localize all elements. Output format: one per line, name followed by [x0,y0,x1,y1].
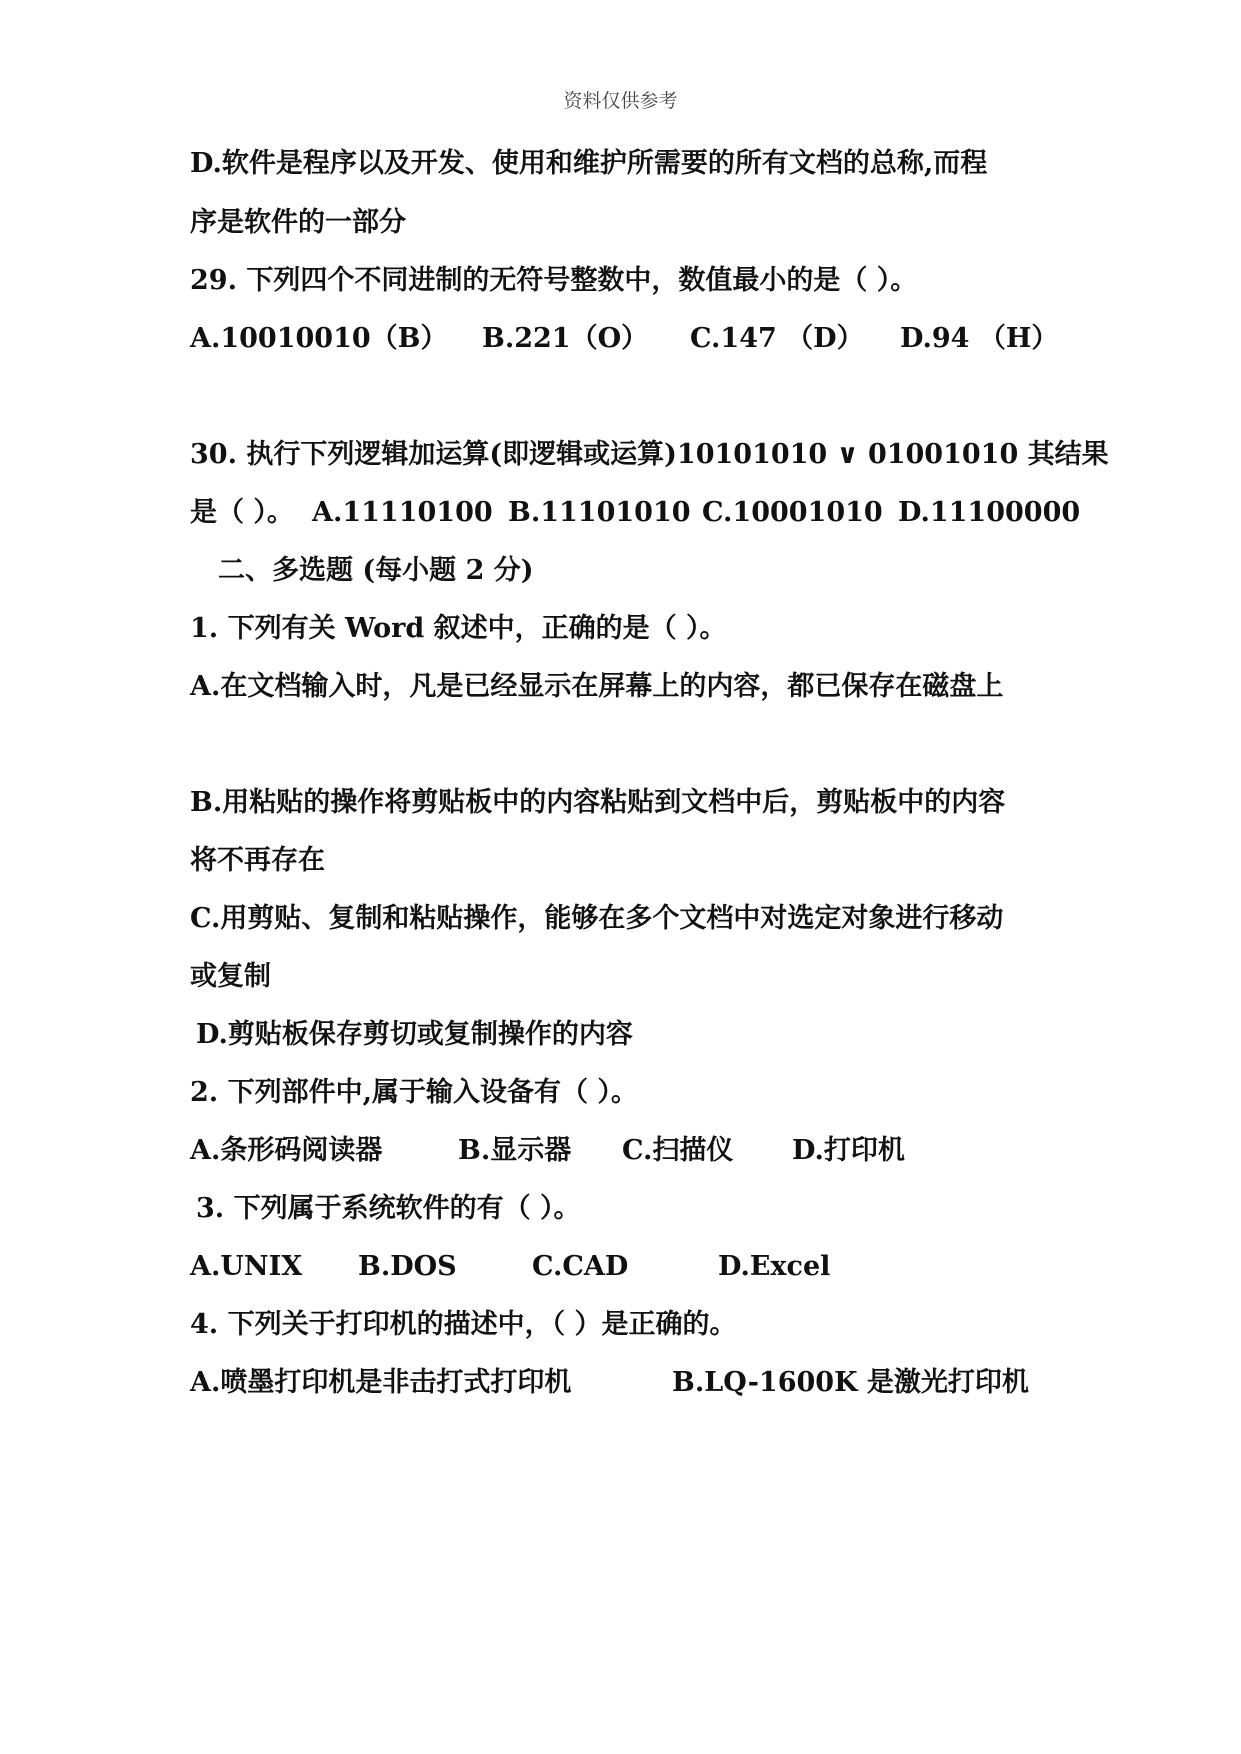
option-b: B.221（O） [482,323,649,354]
multi-question-2: 2. 下列部件中,属于输入设备有（ ）。 [190,1077,638,1108]
option-c: C.CAD [532,1251,629,1282]
question-30: 30. 执行下列逻辑加运算(即逻辑或运算)10101010 ∨ 01001010 其结果 [190,439,1109,470]
option-c: C.扫描仪 [622,1135,734,1166]
option-d: D.打印机 [792,1135,905,1166]
option-a: A.11110100 [312,497,493,528]
option-d: D.Excel [718,1251,831,1282]
multi-question-1-option-c: C.用剪贴、复制和粘贴操作，能够在多个文档中对选定对象进行移动 [190,903,1004,934]
option-b: B.显示器 [458,1135,572,1166]
option-a: A.10010010（B） [190,323,448,354]
option-c: C.147 （D） [690,323,864,354]
multi-question-3: 3. 下列属于系统软件的有（ ）。 [196,1193,581,1224]
question-29-options [190,322,1090,356]
multi-question-1-option-b: B.用粘贴的操作将剪贴板中的内容粘贴到文档中后，剪贴板中的内容 [190,787,1006,818]
option-d-text: D.软件是程序以及开发、使用和维护所需要的所有文档的总称,而程 [190,148,988,179]
page-header: 资料仅供参考 [563,90,678,112]
option-d: D.94 （H） [900,323,1059,354]
option-c: C.10001010 [702,497,883,528]
multi-question-2-options [190,1134,1090,1168]
option-b: B.DOS [358,1251,457,1282]
option-a: A.喷墨打印机是非击打式打印机 [190,1367,572,1398]
option-d: D.11100000 [898,497,1081,528]
option-d-continuation: 序是软件的一部分 [190,207,406,238]
question-30-continuation: 是（ ）。 [190,497,294,528]
option-b: B.LQ-1600K 是激光打印机 [672,1367,1029,1398]
multi-question-1-option-c-continuation: 或复制 [190,961,271,992]
multi-question-1-option-d: D.剪贴板保存剪切或复制操作的内容 [196,1019,633,1050]
multi-question-1-option-b-continuation: 将不再存在 [190,845,325,876]
section-heading: 二、多选题 (每小题 2 分) [218,555,534,586]
multi-question-1-option-a: A.在文档输入时，凡是已经显示在屏幕上的内容，都已保存在磁盘上 [190,671,1004,702]
question-29: 29. 下列四个不同进制的无符号整数中，数值最小的是（ ）。 [190,265,918,296]
question-30-options [190,496,1090,530]
option-b: B.11101010 [508,497,691,528]
multi-question-4-options [190,1366,1090,1400]
multi-question-1: 1. 下列有关 Word 叙述中，正确的是（ ）。 [190,613,727,644]
multi-question-4: 4. 下列关于打印机的描述中，（ ）是正确的。 [190,1309,737,1340]
option-a: A.条形码阅读器 [190,1135,383,1166]
multi-question-3-options [190,1250,1090,1284]
option-a: A.UNIX [190,1251,303,1282]
